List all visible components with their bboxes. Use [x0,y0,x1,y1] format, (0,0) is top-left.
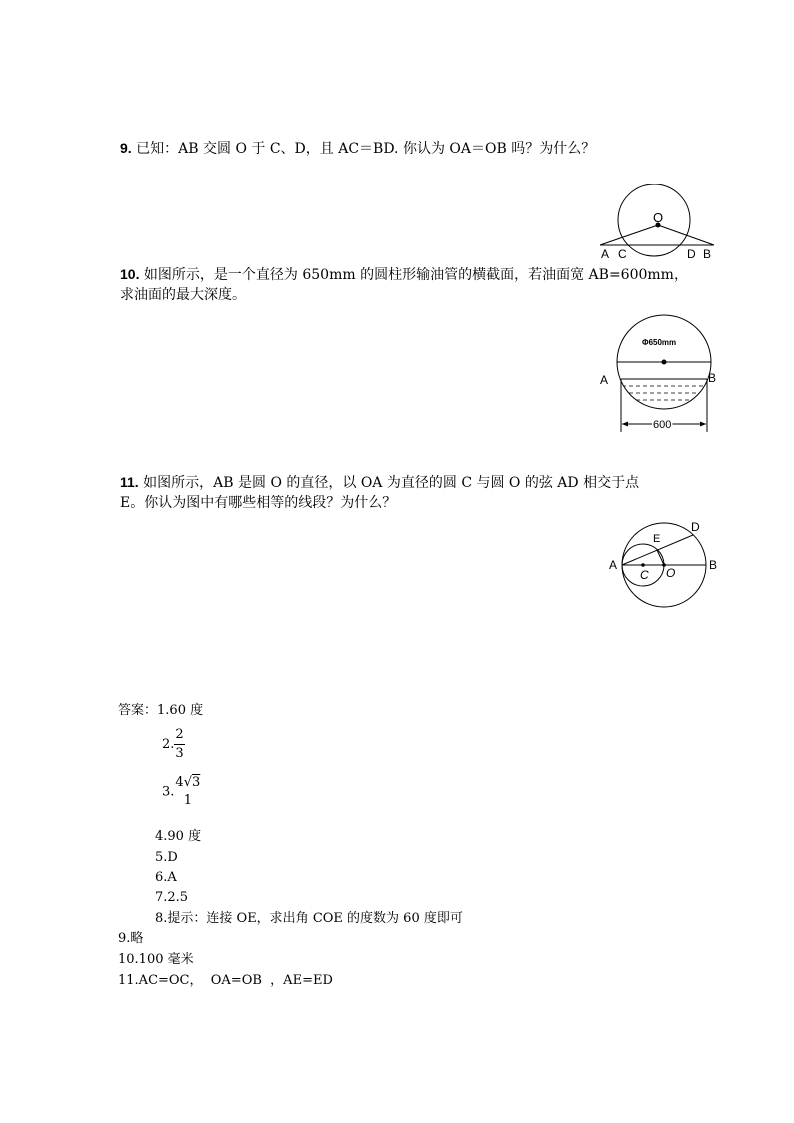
answer-2-numerator: 2 [174,726,184,745]
figure-10 [590,308,725,438]
fig11-label-d: D [691,520,700,534]
fig11-label-e: E [653,533,661,545]
question-11-line1: 如图所示，AB 是圆 O 的直径，以 OA 为直径的圆 C 与圆 O 的弦 AD 相交于点 [143,475,640,491]
answers-label: 答案： [118,703,158,718]
answer-9: 9.略 [118,931,144,946]
fig11-label-o: O [666,566,676,580]
question-11-number: 11. [120,474,139,490]
answer-3-prefix: 3. [162,784,175,800]
question-10-number: 10. [120,266,140,282]
answer-10: 10.100 毫米 [118,952,194,967]
question-11-line2: E。你认为图中有哪些相等的线段？为什么？ [120,495,397,511]
fig9-label-a: A [601,247,610,261]
answer-2 [162,726,185,763]
fig11-label-a: A [609,558,618,572]
answer-1-row [118,703,203,719]
answer-3-fraction [174,774,201,810]
answer-3-coeff: 4 [175,775,184,790]
answer-2-prefix: 2. [162,737,175,752]
fig10-arrow-right-icon [700,422,706,427]
answer-6: 6.A [155,870,177,885]
answer-7: 7.2.5 [155,890,189,905]
sqrt-icon: √ [183,775,192,790]
fig9-label-c: C [618,247,627,261]
fig10-center-dot [662,360,667,365]
answer-2-fraction [174,726,184,763]
answer-3 [162,774,201,810]
question-10-line2: 求油面的最大深度。 [120,287,246,303]
fig11-label-b: B [709,558,718,572]
question-10 [120,264,688,285]
fig10-arrow-left-icon [622,422,628,427]
answer-5: 5.D [155,850,178,865]
answer-1: 1.60 度 [157,703,204,718]
question-9-number: 9. [120,140,132,156]
fig10-label-a: A [600,373,609,387]
figure-9 [598,184,718,264]
question-9-text: 已知：AB 交圆 O 于 C、D，且 AC＝BD. 你认为 OA＝OB 吗？为什么？ [136,141,596,157]
fig11-label-c: C [640,568,649,582]
fig9-label-o: O [653,210,664,225]
fig10-oil-hatch [622,386,706,400]
fig9-label-b: B [703,247,712,261]
fig10-label-b: B [708,371,717,385]
fig11-point-c [641,563,645,567]
question-11-line2-wrap [120,493,396,513]
figure-11 [600,516,725,612]
question-9 [120,138,595,159]
fig10-label-diameter: Φ650mm [642,338,677,347]
answer-3-denominator: 1 [183,793,192,808]
fig10-label-width: 600 [653,419,672,431]
fig9-label-d: D [687,247,696,261]
answer-2-denominator: 3 [175,746,184,761]
fig9-line-ob [658,225,714,245]
answer-4: 4.90 度 [155,829,202,844]
fig9-line-oa [600,225,658,245]
answer-8: 8.提示：连接 OE，求出角 COE 的度数为 60 度即可 [155,911,463,926]
answer-3-radicand: 3 [191,775,201,790]
answer-11: 11.AC=OC， OA=OB ，AE=ED [118,973,333,988]
question-10-line2-wrap [120,285,246,305]
question-11 [120,472,639,493]
question-10-line1: 如图所示，是一个直径为 650mm 的圆柱形输油管的横截面，若油面宽 AB=600mm， [143,267,688,283]
answer-3-numerator [174,774,201,792]
